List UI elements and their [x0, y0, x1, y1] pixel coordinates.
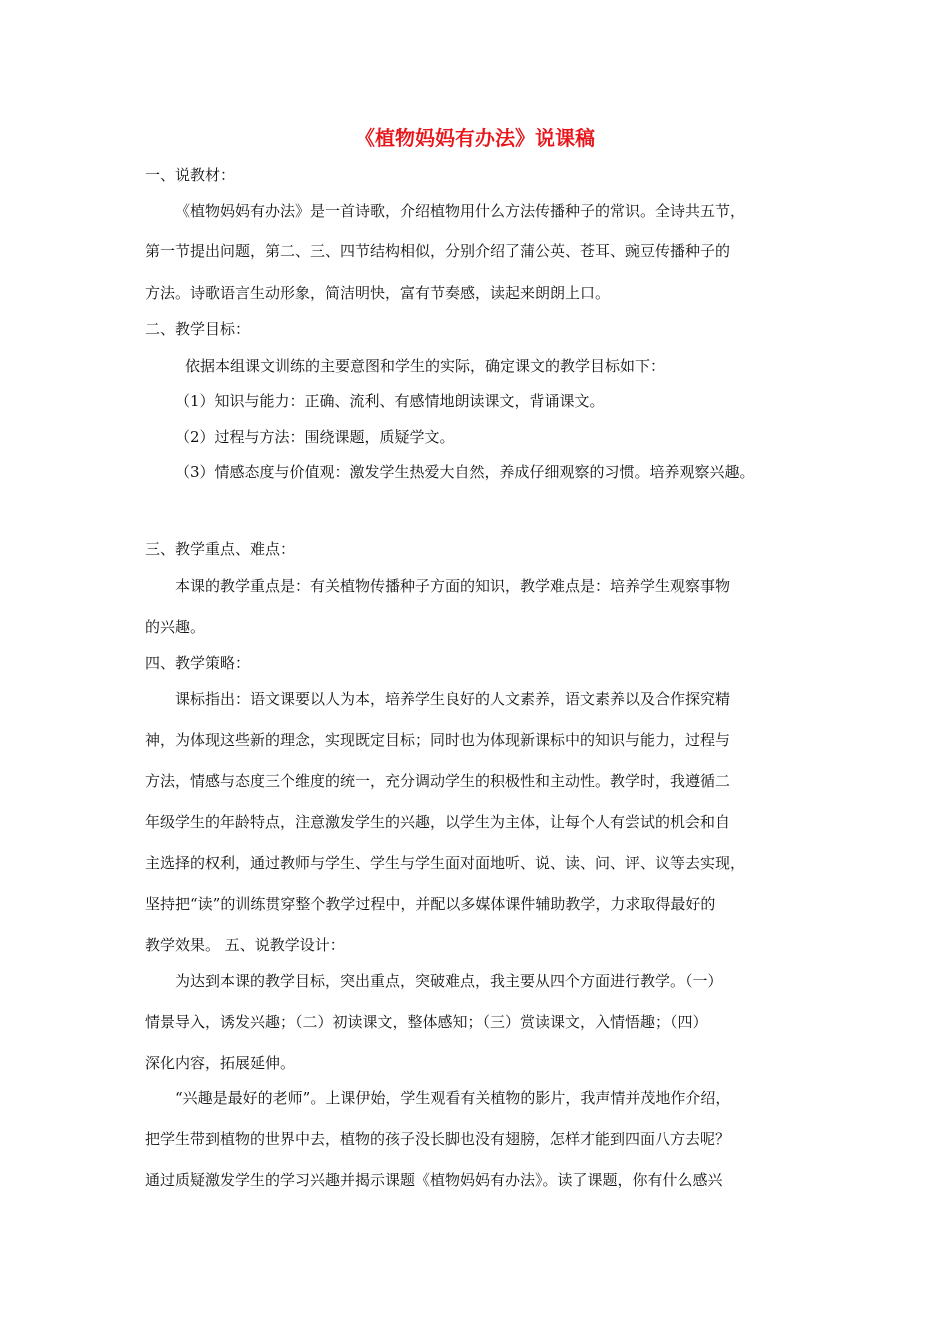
- paragraph-line: “兴趣是最好的老师”。上课伊始，学生观看有关植物的影片，我声情并茂地作介绍，: [175, 1089, 731, 1107]
- paragraph-line: 为达到本课的教学目标，突出重点，突破难点，我主要从四个方面进行教学。（一）: [175, 972, 723, 990]
- paragraph-line: 依据本组课文训练的主要意图和学生的实际，确定课文的教学目标如下：: [185, 357, 666, 375]
- paragraph-line: 第一节提出问题，第二、三、四节结构相似，分别介绍了蒲公英、苍耳、豌豆传播种子的: [145, 242, 731, 260]
- paragraph-line: 教学效果。 五、说教学设计：: [145, 936, 345, 954]
- paragraph-line: 课标指出：语文课要以人为本，培养学生良好的人文素养，语文素养以及合作探究精: [175, 690, 731, 708]
- section-heading-strategy: 四、教学策略：: [145, 654, 251, 672]
- paragraph-line: 深化内容，拓展延伸。: [145, 1054, 296, 1072]
- paragraph-line: 方法。诗歌语言生动形象，简洁明快，富有节奏感，读起来朗朗上口。: [145, 284, 611, 302]
- section-heading-key-points: 三、教学重点、难点：: [145, 540, 296, 558]
- paragraph-line: 方法，情感与态度三个维度的统一，充分调动学生的积极性和主动性。教学时，我遵循二: [145, 772, 731, 790]
- document-title: 《植物妈妈有办法》说课稿: [355, 126, 595, 150]
- objective-item: （2）过程与方法：围绕课题，质疑学文。: [175, 428, 455, 446]
- paragraph-line: 神，为体现这些新的理念，实现既定目标；同时也为体现新课标中的知识与能力，过程与: [145, 731, 731, 749]
- objective-item: （1）知识与能力：正确、流利、有感情地朗读课文，背诵课文。: [175, 392, 605, 410]
- objective-item: （3）情感态度与价值观：激发学生热爱大自然，养成仔细观察的习惯。培养观察兴趣。: [175, 463, 755, 481]
- paragraph-line: 本课的教学重点是：有关植物传播种子方面的知识，教学难点是：培养学生观察事物: [175, 577, 731, 595]
- paragraph-line: 主选择的权利，通过教师与学生、学生与学生面对面地听、说、读、问、评、议等去实现，: [145, 854, 746, 872]
- section-heading-objectives: 二、教学目标：: [145, 320, 251, 338]
- paragraph-line: 的兴趣。: [145, 618, 206, 636]
- paragraph-line: 坚持把“读”的训练贯穿整个教学过程中，并配以多媒体课件辅助教学，力求取得最好的: [145, 895, 716, 913]
- paragraph-line: 《植物妈妈有办法》是一首诗歌，介绍植物用什么方法传播种子的常识。全诗共五节，: [175, 202, 746, 220]
- paragraph-line: 情景导入，诱发兴趣；（二）初读课文，整体感知；（三）赏读课文，入情悟趣；（四）: [145, 1013, 708, 1031]
- section-heading-textbook: 一、说教材：: [145, 166, 236, 184]
- paragraph-line: 通过质疑激发学生的学习兴趣并揭示课题《植物妈妈有办法》。读了课题，你有什么感兴: [145, 1171, 723, 1189]
- paragraph-line: 把学生带到植物的世界中去，植物的孩子没长脚也没有翅膀，怎样才能到四面八方去呢？: [145, 1130, 731, 1148]
- paragraph-line: 年级学生的年龄特点，注意激发学生的兴趣，以学生为主体，让每个人有尝试的机会和自: [145, 813, 731, 831]
